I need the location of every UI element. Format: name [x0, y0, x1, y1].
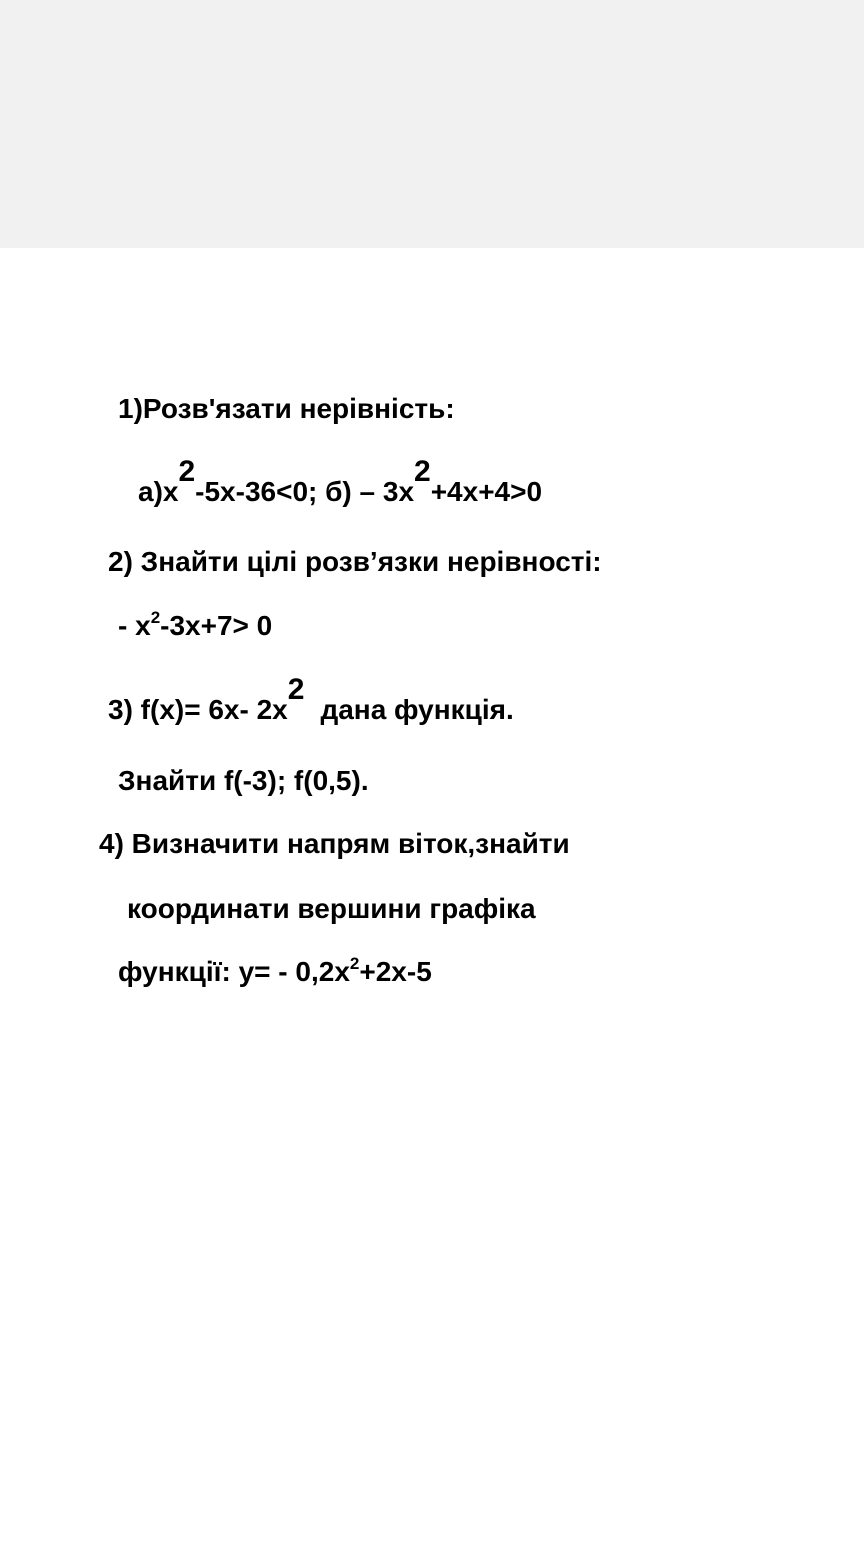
task1-b-exponent: 2 [414, 455, 431, 488]
task1-a-rest: -5x-36<0; б) – 3x [195, 476, 415, 507]
task3-rest: дана функція. [320, 694, 514, 725]
task2-expression [118, 609, 272, 643]
task4-line2 [127, 892, 536, 926]
task1-title [118, 392, 455, 426]
task2-title-text: 2) Знайти цілі розв’язки нерівності: [108, 546, 602, 577]
task1-a-prefix: а)x [138, 476, 179, 507]
top-gray-band [0, 0, 864, 248]
task3-exponent: 2 [287, 673, 305, 706]
task3-find [118, 764, 369, 798]
task1-b-rest: +4x+4>0 [430, 476, 543, 507]
task4-line2-text: координати вершини графіка [127, 893, 536, 924]
task2-expr-rest: -3x+7> 0 [160, 610, 273, 641]
task3-find-text: Знайти f(-3); f(0,5). [118, 765, 369, 796]
task4-line1 [99, 827, 570, 861]
task3-function [108, 673, 514, 727]
task1-expression [138, 455, 543, 509]
task4-line3 [118, 955, 432, 989]
task3-prefix: 3) f(x)= 6x- 2x [108, 694, 288, 725]
task4-line3-rest: +2x-5 [359, 956, 432, 987]
task2-title [108, 545, 602, 579]
task2-expr-exponent: 2 [150, 608, 161, 627]
task4-line1-text: 4) Визначити напрям віток,знайти [99, 828, 570, 859]
task4-line3-prefix: функції: y= - 0,2x [118, 956, 350, 987]
task1-title-text: 1)Розв'язати нерівність: [118, 393, 455, 424]
task4-line3-exponent: 2 [349, 954, 360, 973]
task1-a-exponent: 2 [178, 455, 196, 488]
task2-expr-prefix: - x [118, 610, 151, 641]
